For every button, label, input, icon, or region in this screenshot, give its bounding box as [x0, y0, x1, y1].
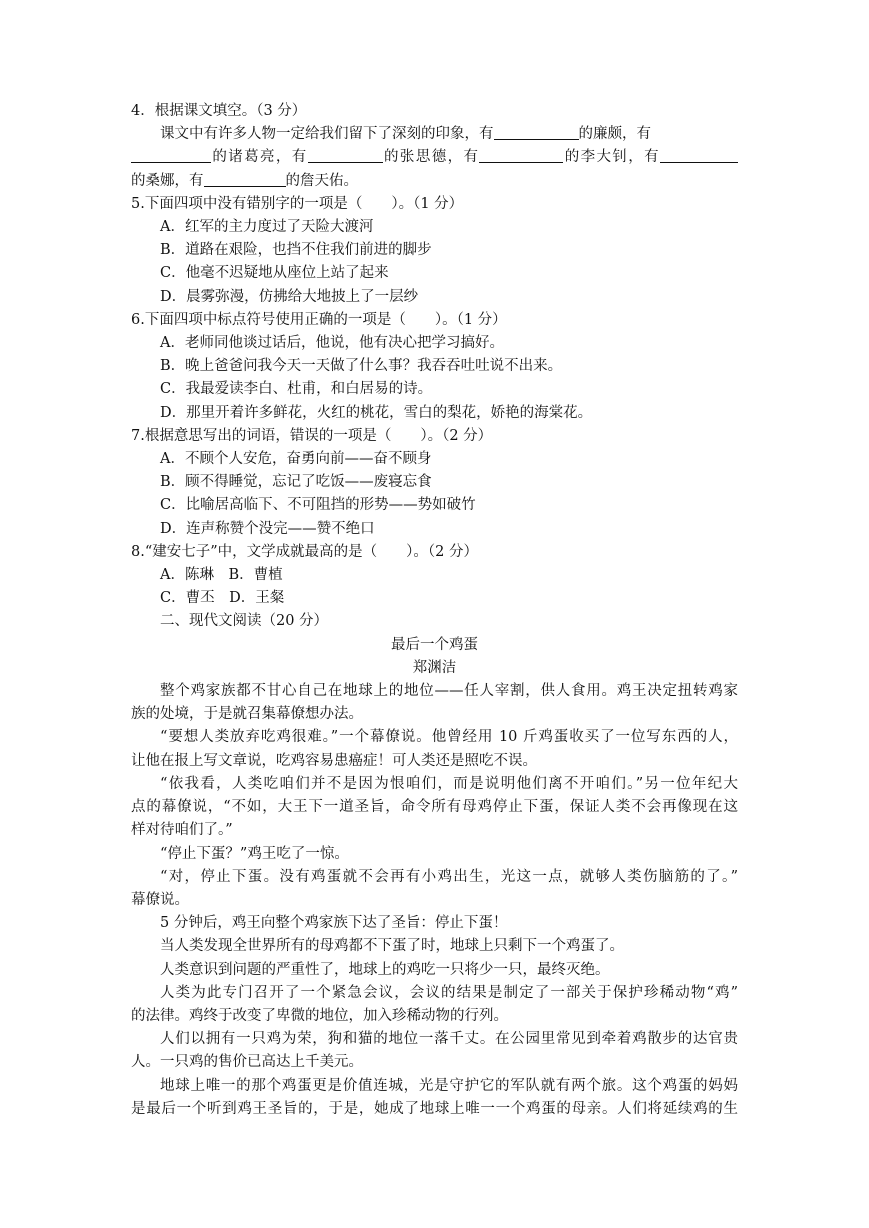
section-heading: 二、现代文阅读（20 分）: [160, 613, 329, 630]
q6-option-b[interactable]: B．晚上爸爸问我今天一天做了什么事？我吞吞吐吐说不出来。: [160, 358, 563, 375]
q8-title: 8.“建安七子”中，文学成就最高的是（ ）。（2 分）: [131, 543, 478, 560]
q6-option-c[interactable]: C．我最爱读李白、杜甫，和白居易的诗。: [160, 381, 433, 398]
article-line: 族的处境，于是就召集幕僚想办法。: [131, 706, 363, 723]
q4-text: 课文中有许多人物一定给我们留下了深刻的印象，有: [160, 126, 494, 143]
q4-line-2: [131, 146, 738, 169]
article-line: 5 分钟后，鸡王向整个鸡家族下达了圣旨：停止下蛋！: [160, 915, 508, 932]
article-line: 的法律。鸡终于改变了卑微的地位，加入珍稀动物的行列。: [131, 1007, 508, 1024]
article-line: 人们以拥有一只鸡为荣，狗和猫的地位一落千丈。在公园里常见到牵着鸡散步的达官贵: [160, 1031, 738, 1048]
q7-title: 7.根据意思写出的词语，错误的一项是（ ）。（2 分）: [131, 427, 493, 444]
article-line: “要想人类放弃吃鸡很难。”一个幕僚说。他曾经用 10 斤鸡蛋收买了一位写东西的人，: [160, 729, 738, 746]
article-line: 幕僚说。: [131, 891, 189, 908]
q6-option-d[interactable]: D．那里开着许多鲜花，火红的桃花，雪白的梨花，娇艳的海棠花。: [160, 404, 593, 421]
q4-blank-3[interactable]: [308, 148, 383, 163]
article-line: 样对待咱们了。”: [131, 822, 233, 839]
article-line: “停止下蛋？”鸡王吃了一惊。: [160, 845, 349, 862]
q4-blank-4[interactable]: [479, 148, 563, 163]
article-line: 整个鸡家族都不甘心自己在地球上的地位——任人宰割，供人食用。鸡王决定扭转鸡家: [160, 683, 738, 700]
article-body: [131, 680, 738, 1121]
q5-title: 5.下面四项中没有错别字的一项是（ ）。（1 分）: [131, 195, 464, 212]
q4-line-1: [131, 123, 738, 146]
q4-blank-2[interactable]: [131, 148, 211, 163]
q5-option-d[interactable]: D．晨雾弥漫，仿拂给大地披上了一层纱: [160, 288, 419, 305]
q4-text: 的张思德，有: [382, 149, 480, 166]
article-line: 让他在报上写文章说，吃鸡容易患癌症！可人类还是照吃不误。: [131, 752, 537, 769]
q7-option-c[interactable]: C．比喻居高临下、不可阻挡的形势——势如破竹: [160, 497, 476, 514]
q4-blank-5[interactable]: [660, 148, 738, 163]
article-line: 是最后一个听到鸡王圣旨的，于是，她成了地球上唯一一个鸡蛋的母亲。人们将延续鸡的生: [131, 1100, 738, 1117]
article-line: 人类为此专门召开了一个紧急会议，会议的结果是制定了一部关于保护珍稀动物“鸡”: [160, 984, 738, 1001]
q5-option-a[interactable]: A．红军的主力度过了天险大渡河: [160, 219, 374, 236]
article-author: 郑渊洁: [412, 659, 457, 676]
q7-option-d[interactable]: D．连声称赞个没完——赞不绝口: [160, 520, 375, 537]
q4-text: 的詹天佑。: [285, 172, 358, 189]
q6-option-a[interactable]: A．老师同他谈过话后，他说，他有决心把学习搞好。: [160, 335, 504, 352]
q4-text: 的诸葛亮，有: [211, 149, 308, 166]
article-line: 点的幕僚说，“不如，大王下一道圣旨，命令所有母鸡停止下蛋，保证人类不会再像现在这: [131, 799, 738, 816]
exam-page: [131, 100, 738, 1121]
article-line: 人类意识到问题的严重性了，地球上的鸡吃一只将少一只，最终灭绝。: [160, 961, 610, 978]
article-line: 人。一只鸡的售价已高达上千美元。: [131, 1054, 363, 1071]
article-line: 地球上唯一的那个鸡蛋更是价值连城，光是守护它的军队就有两个旅。这个鸡蛋的妈妈: [160, 1077, 738, 1094]
article-line: “对，停止下蛋。没有鸡蛋就不会再有小鸡出生，光这一点，就够人类伤脑筋的了。”: [160, 868, 738, 885]
article-line: “依我看，人类吃咱们并不是因为恨咱们，而是说明他们离不开咱们。”另一位年纪大: [160, 775, 738, 792]
q5-option-b[interactable]: B．道路在艰险，也挡不住我们前进的脚步: [160, 242, 432, 259]
q5-option-c[interactable]: C．他毫不迟疑地从座位上站了起来: [160, 265, 389, 282]
q4-text: 的李大钊，有: [563, 149, 661, 166]
q6-title: 6.下面四项中标点符号使用正确的一项是（ ）。（1 分）: [131, 311, 507, 328]
q4-blank-6[interactable]: [204, 172, 286, 187]
q4-text: 的桑娜，有: [131, 172, 204, 189]
q4-blank-1[interactable]: [494, 125, 579, 140]
q4-line-3: [131, 170, 738, 193]
q8-options-row-2[interactable]: C．曹丕 D．王粲: [160, 590, 285, 607]
q4-title: 4．根据课文填空。（3 分）: [131, 103, 307, 119]
article-title: 最后一个鸡蛋: [391, 636, 478, 653]
q7-option-a[interactable]: A．不顾个人安危，奋勇向前——奋不顾身: [160, 451, 432, 468]
q4-text: 的廉颇，有: [578, 126, 651, 143]
q8-options-row-1[interactable]: A．陈琳 B．曹植: [160, 567, 283, 584]
q7-option-b[interactable]: B．顾不得睡觉，忘记了吃饭——废寝忘食: [160, 474, 432, 491]
article-line: 当人类发现全世界所有的母鸡都不下蛋了时，地球上只剩下一个鸡蛋了。: [160, 938, 624, 955]
